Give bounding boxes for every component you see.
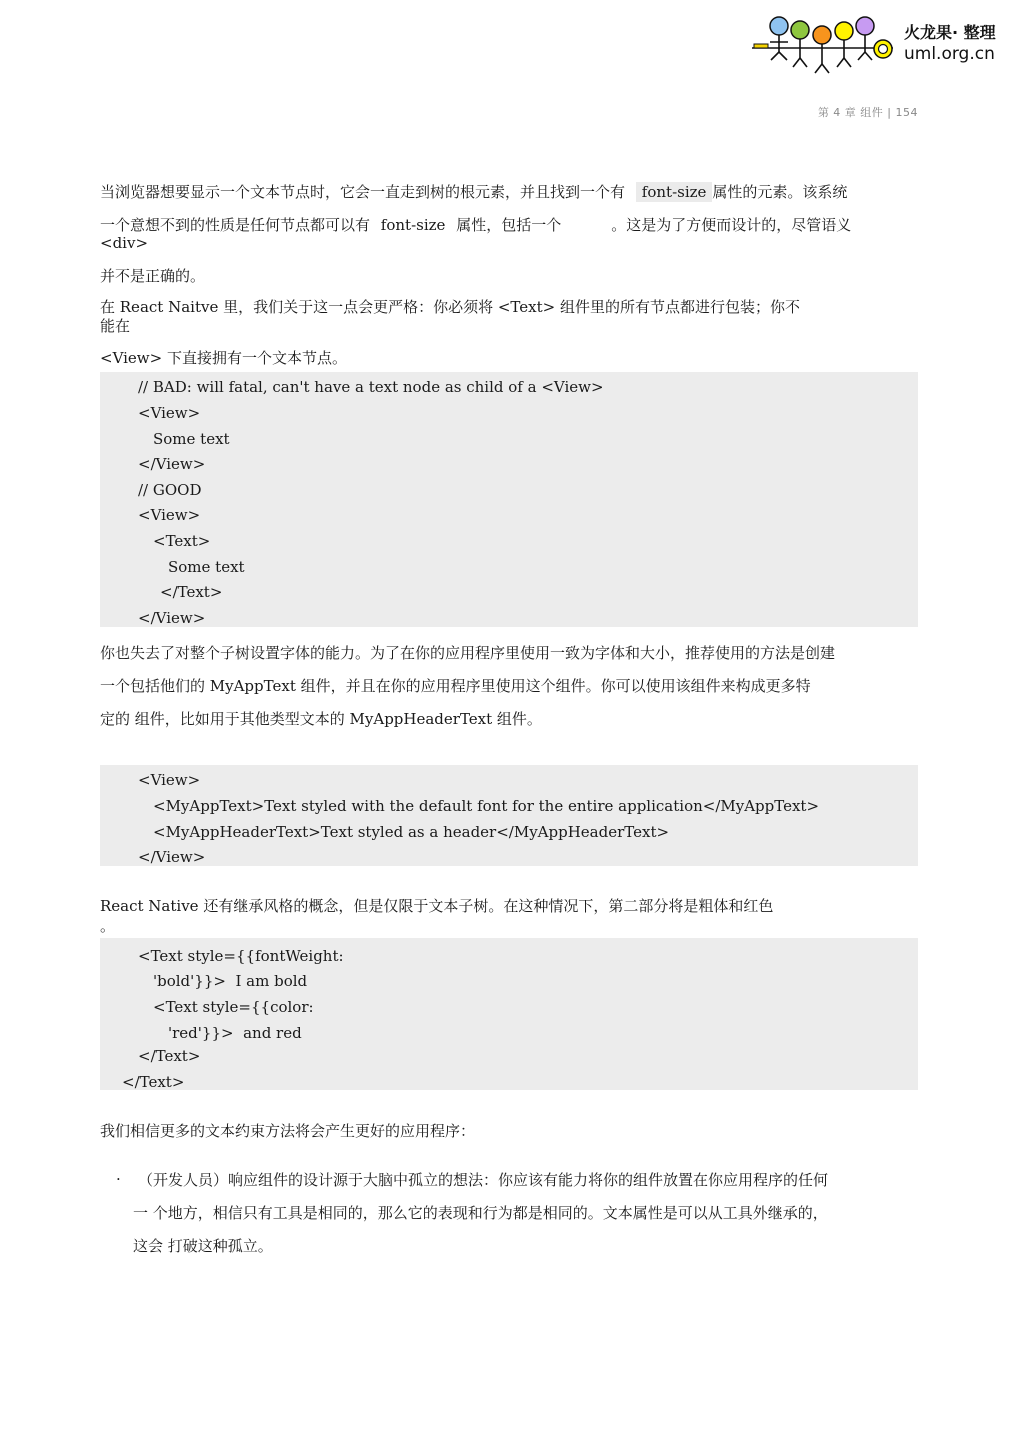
code-line: </View> bbox=[138, 455, 206, 473]
paragraph-line: 我们相信更多的文本约束方法将会产生更好的应用程序： bbox=[100, 1122, 476, 1140]
brand-logo bbox=[748, 12, 898, 74]
code-block bbox=[100, 372, 918, 627]
code-line: </View> bbox=[138, 609, 206, 627]
paragraph-line: 能在 bbox=[100, 317, 131, 335]
code-line: <View> bbox=[138, 771, 201, 789]
code-line: <Text style={{fontWeight: bbox=[138, 947, 344, 965]
bullet-marker: · bbox=[116, 1170, 121, 1188]
paragraph-line: 一个包括他们的 MyAppText 组件，并且在你的应用程序里使用这个组件。你可以使用该组件来构成更多特 bbox=[100, 677, 811, 695]
paragraph-line bbox=[100, 183, 847, 201]
inline-code: font-size bbox=[380, 216, 446, 234]
bullet-line: （开发人员）响应组件的设计源于大脑中孤立的想法：你应该有能力将你的组件放置在你应用程序的任何 bbox=[138, 1171, 829, 1189]
stick-figures-icon bbox=[748, 12, 898, 74]
paragraph-line: 定的 组件，比如用于其他类型文本的 MyAppHeaderText 组件。 bbox=[100, 710, 542, 728]
code-block bbox=[100, 765, 918, 866]
code-line: <Text> bbox=[153, 532, 211, 550]
text-segment: 属性的元素。该系统 bbox=[712, 183, 848, 201]
paragraph-line: 。 bbox=[100, 917, 116, 935]
paragraph-line: 在 React Naitve 里，我们关于这一点会更严格：你必须将 <Text> 组件里的所有节点都进行包装；你不 bbox=[100, 298, 800, 316]
text-segment: 当浏览器想要显示一个文本节点时，它会一直走到树的根元素，并且找到一个有 bbox=[100, 183, 626, 201]
code-line: 'bold'}}> I am bold bbox=[153, 972, 308, 990]
text-segment: 属性，包括一个 bbox=[456, 216, 562, 234]
bullet-line: 这会 打破这种孤立。 bbox=[133, 1237, 273, 1255]
bullet-line: 一 个地方，相信只有工具是相同的，那么它的表现和行为都是相同的。文本属性是可以从工具外继承的， bbox=[133, 1204, 828, 1222]
code-line: <MyAppHeaderText>Text styled as a header</MyAppHeaderText> bbox=[153, 823, 670, 841]
inline-code: font-size bbox=[636, 182, 713, 202]
code-line: </View> bbox=[138, 848, 206, 866]
page-header: 第 4 章 组件 | 154 bbox=[817, 106, 918, 119]
paragraph-line: <View> 下直接拥有一个文本节点。 bbox=[100, 349, 347, 367]
code-line: </Text> bbox=[160, 583, 223, 601]
text-segment: 。这是为了方便而设计的，尽管语义 bbox=[611, 216, 852, 234]
code-line: </Text> bbox=[122, 1073, 185, 1091]
code-line: Some text bbox=[168, 558, 245, 576]
code-line: </Text> bbox=[138, 1047, 201, 1065]
code-line: // BAD: will fatal, can't have a text node as child of a <View> bbox=[138, 378, 604, 396]
code-line: <View> bbox=[138, 506, 201, 524]
paragraph-line: React Native 还有继承风格的概念，但是仅限于文本子树。在这种情况下，第二部分将是粗体和红色 bbox=[100, 897, 774, 915]
code-line: <MyAppText>Text styled with the default font for the entire application</MyAppText> bbox=[153, 797, 820, 815]
paragraph-line: 你也失去了对整个子树设置字体的能力。为了在你的应用程序里使用一致为字体和大小，推荐使用的方法是创建 bbox=[100, 644, 836, 662]
code-line: <View> bbox=[138, 404, 201, 422]
code-line: // GOOD bbox=[138, 481, 202, 499]
inline-div-tag: <div> bbox=[100, 234, 149, 252]
paragraph-line: 并不是正确的。 bbox=[100, 267, 206, 285]
brand-name: 火龙果· 整理 bbox=[904, 23, 996, 42]
code-line: 'red'}}> and red bbox=[168, 1024, 302, 1042]
text-segment: 一个意想不到的性质是任何节点都可以有 bbox=[100, 216, 371, 234]
paragraph-line bbox=[100, 216, 851, 234]
brand-url: uml.org.cn bbox=[904, 44, 995, 64]
code-line: Some text bbox=[153, 430, 230, 448]
code-block bbox=[100, 938, 918, 1090]
code-line: <Text style={{color: bbox=[153, 998, 314, 1016]
